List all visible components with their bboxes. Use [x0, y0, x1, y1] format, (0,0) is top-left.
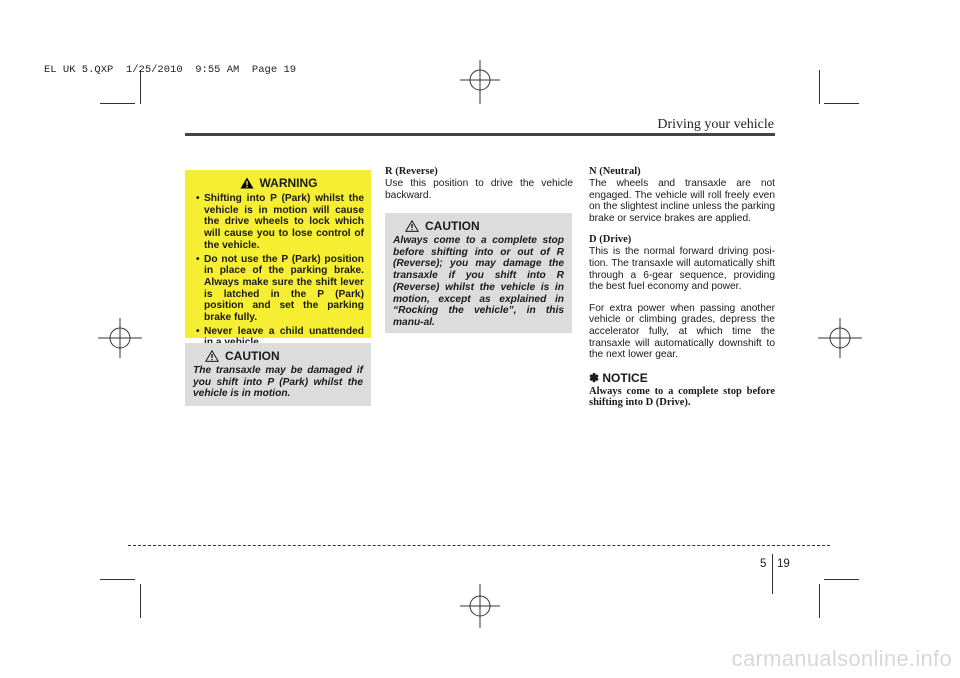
warning-list — [193, 193, 364, 349]
caution-box-reverse — [385, 213, 572, 333]
warning-title: WARNING — [259, 176, 318, 190]
caution-heading — [393, 219, 564, 233]
column-reverse — [385, 166, 573, 211]
page-number: 19 — [777, 558, 790, 570]
reverse-text: Use this position to drive the vehicle backward. — [385, 178, 573, 201]
caution-box-park — [185, 343, 371, 406]
warning-heading — [193, 176, 364, 190]
registration-mark-bottom — [460, 584, 500, 628]
list-item: • Shifting into P (Park) whilst the vehicle is in motion will cause the drive wheels to lock which will cause you to lose control of the vehicle. — [193, 193, 364, 252]
page-number-separator — [772, 554, 773, 594]
neutral-heading: N (Neutral) — [589, 166, 641, 177]
drive-text-extra-power: For extra power when passing another vehicle or climbing grades, depress the accelerator fully, at which time the transaxle will automatically downshift to the next lower gear. — [589, 302, 775, 361]
notice-text: Always come to a complete stop before shifting into D (Drive). — [589, 385, 775, 409]
footer-rule — [128, 545, 830, 546]
caution-text: Always come to a complete stop before shifting into or out of R (Reverse); you may damage the transaxle if you shift into R (Reverse) whilst the vehicle is in motion, except as explained in “Rocking the vehicle”, in this manu-al. — [393, 235, 564, 328]
caution-title: CAUTION — [425, 219, 480, 233]
warning-triangle-icon — [240, 177, 254, 189]
drive-text: This is the normal forward driving posi-tion. The transaxle will automatically shift through a 6-gear sequence, providing the best fuel economy and power. — [589, 246, 775, 293]
watermark: carmanualsonline.info — [731, 646, 952, 671]
registration-mark-top — [460, 60, 500, 104]
notice-title: ✽ NOTICE — [589, 370, 648, 385]
print-slug: EL UK 5.QXP 1/25/2010 9:55 AM Page 19 — [44, 64, 297, 76]
list-item: • Do not use the P (Park) position in place of the parking brake. Always make sure the shift lever is latched in the P (Park) position and set the parking brake fully. — [193, 254, 364, 324]
caution-text: The transaxle may be damaged if you shift into P (Park) whilst the vehicle is in motion. — [193, 365, 363, 400]
header-rule — [185, 133, 775, 136]
registration-mark-right — [818, 318, 862, 358]
neutral-text: The wheels and transaxle are not engaged. The vehicle will roll freely even on the slightest incline unless the parking brake or service brakes are applied. — [589, 178, 775, 224]
column-neutral-drive — [589, 166, 775, 409]
caution-heading — [193, 349, 363, 363]
registration-mark-left — [98, 318, 142, 358]
chapter-number: 5 — [760, 558, 767, 570]
caution-triangle-icon — [405, 220, 419, 232]
warning-box — [185, 170, 371, 338]
caution-title: CAUTION — [225, 349, 280, 363]
drive-heading: D (Drive) — [589, 234, 632, 246]
list-item: • Never leave a child unattended — [193, 326, 364, 349]
caution-triangle-icon — [205, 350, 219, 362]
reverse-heading: R (Reverse) — [385, 166, 438, 177]
section-title: Driving your vehicle — [657, 117, 774, 132]
